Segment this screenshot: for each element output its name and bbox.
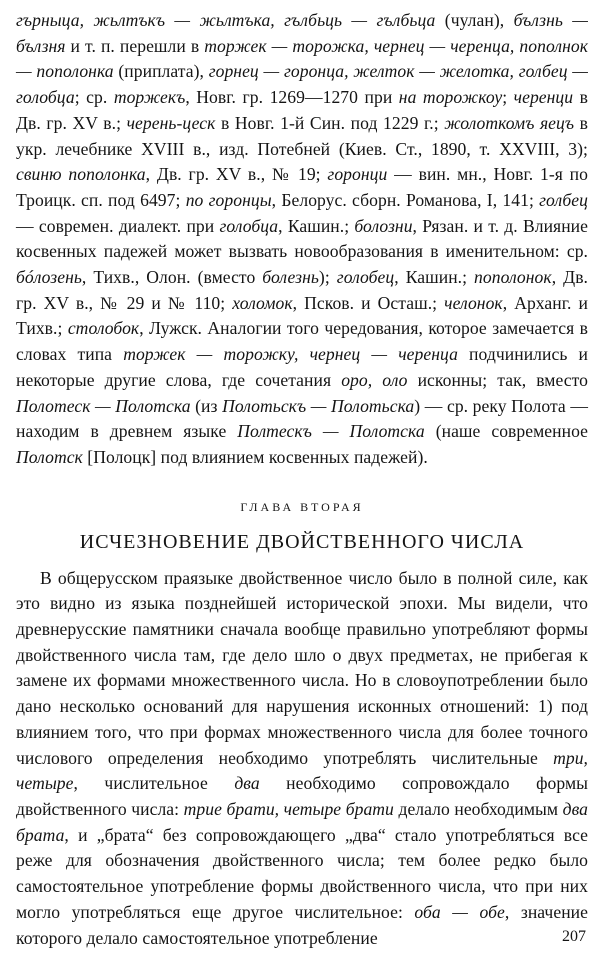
- text-run: подчинились и некоторые другие слова, где сочетания: [16, 344, 588, 390]
- italic-text-run: на торожкоу: [398, 87, 503, 108]
- italic-text-run: бóлозень: [16, 267, 82, 288]
- text-run: ;: [502, 87, 514, 108]
- italic-text-run: Полотск: [16, 446, 83, 467]
- text-run: ) — ср. реку Полота — находим в древнем языке: [16, 395, 588, 442]
- page-number: 207: [562, 928, 586, 945]
- italic-text-run: голбец: [539, 189, 589, 210]
- italic-text-run: два: [234, 773, 260, 794]
- text-run: , Дв. гр. XV в., № 19;: [145, 164, 328, 185]
- text-run: , Арханг. и Тихв.;: [16, 292, 588, 339]
- italic-text-run: свиню пополонка: [16, 164, 146, 185]
- text-run: );: [318, 267, 337, 288]
- text-run: ; ср.: [74, 87, 114, 108]
- paragraph-chapter-opening: [16, 566, 588, 952]
- text-run: в Новг. 1-й Син. под 1229 г.;: [215, 112, 445, 133]
- text-run: , Рязан. и т. д. Влияние косвенных падежей может вызвать новообразования в именительном: ср.: [16, 215, 588, 262]
- text-run: в укр. лечебнике XVIII в., изд. Потебней (Киев. Ст., 1890, т. XXVIII, 3);: [16, 112, 588, 159]
- italic-text-run: торжек — торожка, чернец — черенца, пополнок — пополонка: [16, 35, 588, 82]
- italic-text-run: столобок: [67, 318, 140, 339]
- text-run: в Дв. гр. XV в.;: [16, 87, 588, 133]
- text-run: (из: [190, 395, 223, 416]
- text-run: , Лужск. Аналогии того чередования, которое замечается в словах типа: [16, 318, 588, 365]
- text-run: исконны; так, вместо: [407, 369, 588, 390]
- text-run: , числительное: [73, 773, 235, 794]
- italic-text-run: бълзнь — бълзня: [16, 10, 588, 56]
- text-run: [Полоцк] под влиянием косвенных падежей).: [82, 446, 428, 467]
- text-run: , и „брата“ без сопровождающего „два“ стало употребляться все реже для обозначения двойственного числа; тем более редко было самостоятельное употребление формы двойственного числа, что при них могло употребляться еще другое числительное:: [16, 824, 588, 922]
- italic-text-run: болозни: [354, 215, 413, 236]
- text-run: , Дв. гр. XV в., № 29 и № 110;: [16, 267, 588, 313]
- italic-text-run: горонци: [327, 164, 388, 185]
- chapter-label: ГЛАВА ВТОРАЯ: [240, 499, 364, 514]
- italic-text-run: торжек — торожку, чернец — черенца: [123, 344, 458, 365]
- italic-text-run: болезнь: [262, 267, 319, 288]
- italic-text-run: пополонок: [474, 267, 552, 288]
- paragraph-continued: [16, 8, 588, 471]
- text-run: , Тихв., Олон. (вместо: [81, 267, 263, 288]
- italic-text-run: два брата: [16, 798, 588, 845]
- italic-text-run: Полотеск — Полотска: [16, 395, 191, 416]
- italic-text-run: торжекъ: [113, 87, 186, 108]
- italic-text-run: оро, оло: [341, 369, 408, 390]
- italic-text-run: челонок: [444, 292, 503, 313]
- text-run: и т. п. перешли в: [65, 35, 205, 56]
- text-run: , значение которого делало самостоятельное употребление: [16, 901, 588, 948]
- italic-text-run: голобец: [336, 267, 395, 288]
- italic-text-run: черенци: [513, 87, 574, 108]
- italic-text-run: Полтескъ — Полотска: [237, 421, 425, 442]
- italic-text-run: горнец — горонца, желток — желотка, голбец — голобца: [16, 61, 588, 108]
- text-run: , Псков. и Осташ.;: [292, 292, 445, 313]
- text-run: делало необходимым: [393, 798, 563, 819]
- text-run: (приплата),: [113, 61, 209, 82]
- chapter-title: ИСЧЕЗНОВЕНИЕ ДВОЙСТВЕННОГО ЧИСЛА: [79, 530, 525, 553]
- text-run: — вин. мн., Новг. 1-я по Троицк. сп. под 6497;: [16, 164, 588, 210]
- text-run: , Кашин.;: [278, 215, 355, 236]
- text-run: , Кашин.;: [394, 267, 475, 288]
- italic-text-run: трие брати, четыре брати: [183, 798, 394, 819]
- italic-text-run: холомок: [232, 292, 293, 313]
- text-run: В общерусском праязыке двойственное число было в полной силе, как это видно из языка позднейшей исторической эпохи. Мы видели, что древнерусские памятники сначала вообще правильно употребляют формы двойственного числа там, где дело шло о двух предметах, не прибегая к замене их формами множественного числа. Но в словоупотреблении было дано несколько оснований для нарушения исконных отношений: 1) под влиянием того, что при формах множественного числа для более точного числового определения необходимо употреблять числительные: [16, 567, 588, 768]
- italic-text-run: жолоткомъ яецъ: [444, 112, 575, 133]
- italic-text-run: оба — обе: [414, 901, 505, 922]
- text-run: (чулан),: [435, 10, 514, 30]
- text-run: (наше современное: [424, 421, 588, 442]
- italic-text-run: Полотьскъ — Полотьска: [222, 395, 415, 416]
- text-run: — современ. диалект. при: [16, 215, 220, 236]
- text-run: необходимо сопровождало формы двойственного числа:: [16, 773, 588, 819]
- text-run: , Белорус. сборн. Романова, I, 141;: [271, 189, 540, 210]
- italic-text-run: черень-цеск: [126, 112, 216, 133]
- italic-text-run: гърныца, жьлтъкъ — жьлтъка, гълбьць — гълбьца: [16, 10, 436, 30]
- italic-text-run: голобца: [219, 215, 279, 236]
- text-run: , Новг. гр. 1269—1270 при: [185, 87, 399, 108]
- italic-text-run: по горонцы: [185, 189, 272, 210]
- italic-text-run: три, четыре: [16, 747, 588, 794]
